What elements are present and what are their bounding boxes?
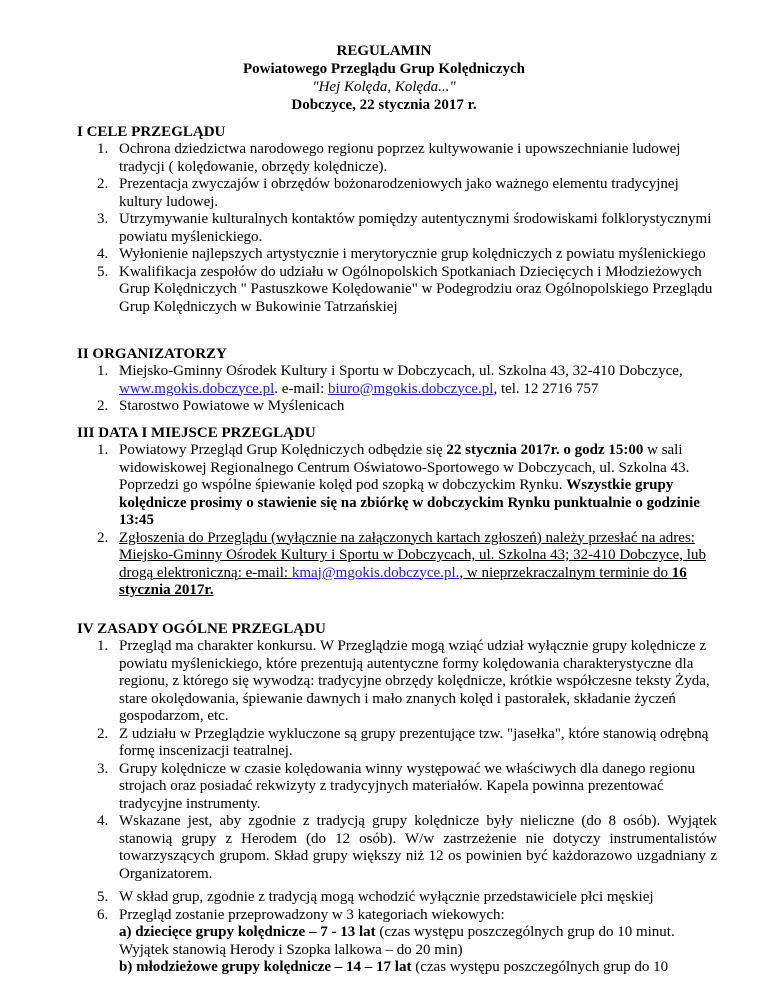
list-item: 2. Starostwo Powiatowe w Myślenicach [97, 398, 345, 414]
website-link[interactable]: www.mgokis.dobczyce.pl [119, 380, 275, 397]
section-heading: IV ZASADY OGÓLNE PRZEGLĄDU [77, 621, 326, 637]
list-item: 3. Utrzymywanie kulturalnych kontaktów pomiędzy autentycznymi środowiskami folklorystycznymi powiatu myślenickiego. [97, 211, 712, 245]
list-item: 3. Grupy kolędnicze w czasie kolędowania winny występować we właściwych dla danego regionu strojach oraz posiadać rekwizyty z tradycyjnych materiałów. Kapela powinna prezentować tradycyjne instrumenty. [97, 760, 696, 812]
list-item: 1. Miejsko-Gminny Ośrodek Kultury i Sportu w Dobczycach, ul. Szkolna 43, 32-410 Dobczyce, www.mgokis.dobczyce.pl. e-mail: biuro@mgokis.dobczyce.pl, tel. 12 2716 757 [97, 363, 683, 397]
section-heading: III DATA I MIEJSCE PRZEGLĄDU [77, 425, 316, 441]
email-link[interactable]: kmaj@mgokis.dobczyce.pl. [291, 564, 460, 581]
category-a-note: Wyjątek stanowią Herody i Szopka lalkowa – do 20 min) [119, 941, 463, 958]
list-item: 2. Zgłoszenia do Przeglądu (wyłącznie na załączonych kartach zgłoszeń) należy przesłać na adres: Miejsko-Gminny Ośrodek Kultury i Sportu w Dobczycach, ul. Szkolna 43; 32-410 Dobczyce, lub drogą elektroniczną: e-mail: kmaj@mgokis.dobczyce.pl., w nieprzekraczalnym terminie do 16 stycznia 2017r. [97, 529, 706, 598]
category-b: b) młodzieżowe grupy kolędnicze – 14 – 17 lat (czas występu poszczególnych grup do 10 [119, 959, 669, 975]
category-a: a) dziecięce grupy kolędnicze – 7 - 13 lat (czas występu poszczególnych grup do 10 minut. [119, 924, 675, 940]
list-item: 4. Wskazane jest, aby zgodnie z tradycją grupy kolędnicze były nieliczne (do 8 osób). Wyjątek stanowią grupy z Herodem (do 12 osób). W/w zastrzeżenie nie dotyczy instrumentalistów towarzyszących grupom. Skład grupy większy niż 12 os powinien być każdorazowo uzgadniany z Organizatorem. [97, 813, 717, 882]
section-general-rules [77, 620, 717, 977]
email-link[interactable]: biuro@mgokis.dobczyce.pl [327, 380, 494, 397]
section-organizers [77, 345, 717, 416]
title-motto: "Hej Kolęda, Kolęda..." [312, 79, 456, 95]
section-date-place [77, 424, 717, 600]
list-item: 6. Przegląd zostanie przeprowadzony w 3 kategoriach wiekowych: [97, 906, 505, 923]
section-heading: I CELE PRZEGLĄDU [77, 124, 226, 140]
list-item: 4. Wyłonienie najlepszych artystycznie i merytorycznie grup kolędniczych z powiatu myślenickiego [97, 246, 706, 262]
title-regulamin: REGULAMIN [336, 43, 432, 59]
list-item: 5. W skład grup, zgodnie z tradycją mogą wchodzić wyłącznie przedstawiciele płci męskiej [97, 889, 654, 905]
title-event: Powiatowego Przeglądu Grup Kolędniczych [242, 61, 526, 77]
title-date: Dobczyce, 22 stycznia 2017 r. [291, 97, 477, 113]
list-item: 1. Powiatowy Przegląd Grup Kolędniczych odbędzie się 22 stycznia 2017r. o godz 15:00 w sali widowiskowej Regionalnego Centrum Oświatowo-Sportowego w Dobczycach, ul. Szkolna 43. Poprzedzi go wspólne śpiewanie kolęd pod szopką w dobczyckim Rynku. Wszystkie grupy kolędnicze prosimy o stawienie się na zbiórkę w dobczyckim Rynku punktualnie o godzinie 13:45 [97, 442, 700, 528]
document-title [0, 42, 768, 114]
list-item: 5. Kwalifikacja zespołów do udziału w Ogólnopolskich Spotkaniach Dziecięcych i Młodzieżowych Grup Kolędniczych " Pastuszkowe Kolędowanie" w Podegrodziu oraz Ogólnopolskiego Przeglądu Grup Kolędniczych w Bukowinie Tatrzańskiej [97, 263, 713, 315]
section-heading: II ORGANIZATORZY [77, 346, 227, 362]
list-item: 2. Prezentacja zwyczajów i obrzędów bożonarodzeniowych jako ważnego elementu tradycyjnej kultury ludowej. [97, 176, 679, 210]
goals-list [77, 141, 717, 316]
list-item: 1. Ochrona dziedzictwa narodowego regionu poprzez kultywowanie i upowszechnianie ludowej tradycji ( kolędowanie, obrzędy kolędnicze). [97, 141, 681, 175]
list-item: 1. Przegląd ma charakter konkursu. W Przeglądzie mogą wziąć udział wyłącznie grupy kolędnicze z powiatu myślenickiego, które prezentują autentyczne formy kolędowania charakterystyczne dla regionu, z którego się wywodzą: tradycyjne obrzędy kolędnicze, krótkie współczesne teksty Żyda, stare okolędowania, śpiewanie dawnych i mało znanych kolęd i pastorałek, składanie życzeń gospodarzom, etc. [97, 638, 710, 724]
section-goals [77, 123, 717, 316]
list-item: 2. Z udziału w Przeglądzie wykluczone są grupy prezentujące tzw. "jasełka", które stanowią odrębną formę inscenizacji teatralnej. [97, 725, 709, 759]
